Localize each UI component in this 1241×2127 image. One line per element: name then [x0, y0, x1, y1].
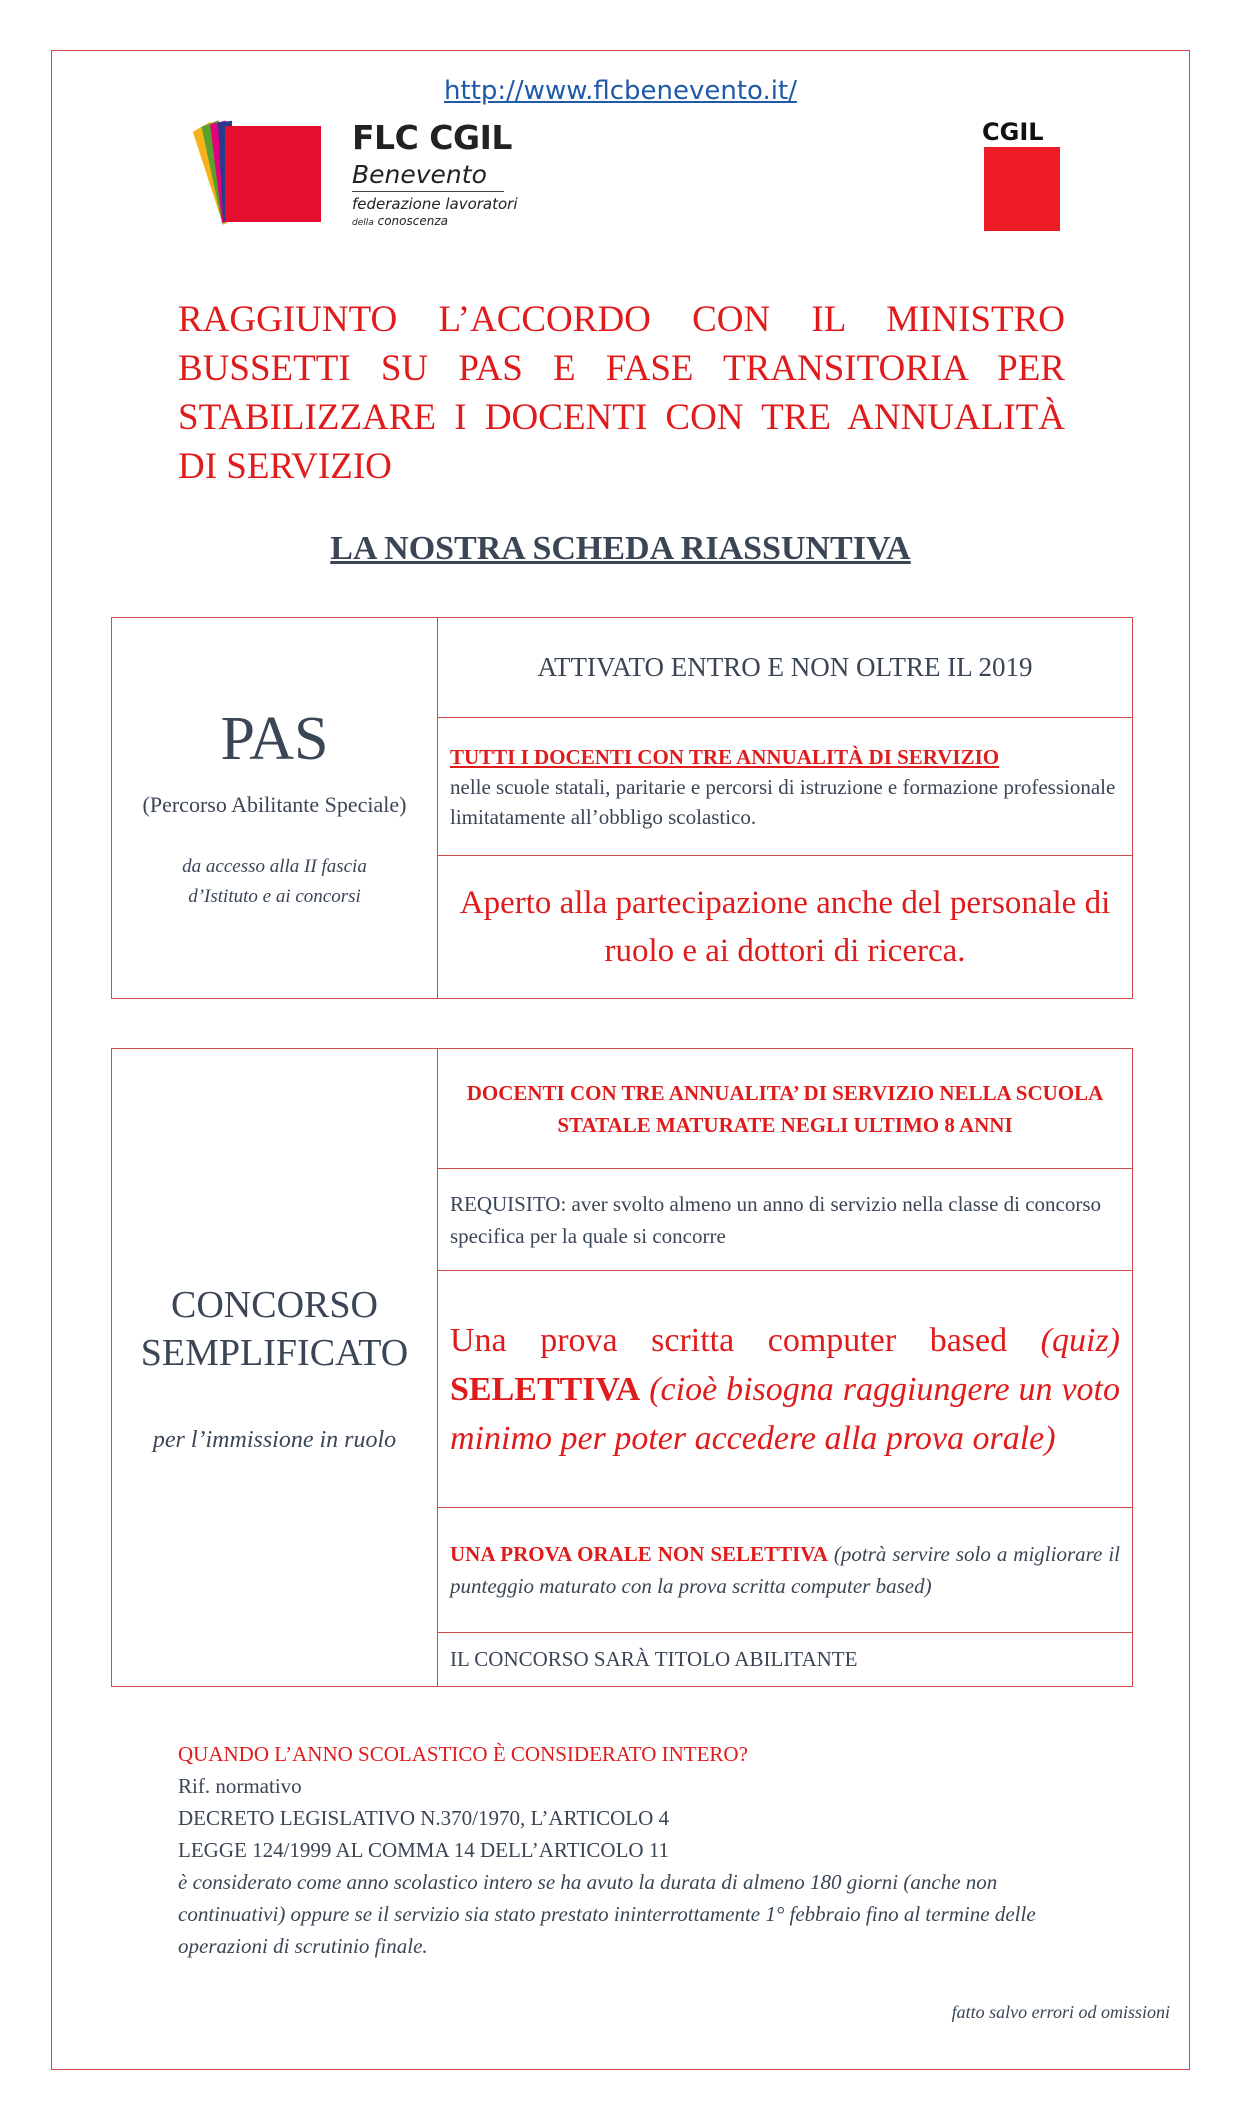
concorso-title-line-1: CONCORSO — [171, 1284, 378, 1326]
website-link[interactable]: http://www.flcbenevento.it/ — [444, 76, 797, 106]
pas-open-to-text: Aperto alla partecipazione anche del personale di ruolo e ai dottori di ricerca. — [459, 885, 1111, 969]
pas-summary-cell — [112, 618, 438, 999]
concorso-row-oral-test — [438, 1508, 1133, 1633]
disclaimer: fatto salvo errori od omissioni — [951, 2002, 1170, 2022]
pas-full-name: (Percorso Abilitante Speciale) — [142, 792, 407, 817]
pas-title: PAS — [220, 705, 329, 773]
flc-subtitle-della: della — [352, 218, 374, 228]
pas-row-open-to — [438, 856, 1133, 999]
concorso-row-written-test — [438, 1271, 1133, 1508]
concorso-title-line-2: SEMPLIFICATO — [140, 1332, 409, 1374]
footer-law-2: LEGGE 124/1999 AL COMMA 14 DELL’ARTICOLO 11 — [178, 1838, 670, 1862]
written-test-quiz: (quiz) — [1040, 1321, 1120, 1359]
concorso-table — [111, 1048, 1133, 1687]
pas-eligibility-text: nelle scuole statali, paritarie e percorsi di istruzione e formazione professionale limitatamente all’obbligo scolastico. — [450, 774, 1116, 829]
concorso-row-requirement — [438, 1169, 1133, 1271]
flc-cgil-title: FLC CGIL — [352, 118, 512, 157]
concorso-row-teachers — [438, 1049, 1133, 1169]
pas-activation-text: ATTIVATO ENTRO E NON OLTRE IL 2019 — [537, 652, 1033, 682]
concorso-requirement-text: REQUISITO: aver svolto almeno un anno di servizio nella classe di concorso specifica per la quale si concorre — [450, 1191, 1102, 1248]
headline: RAGGIUNTO L’ACCORDO CON IL MINISTRO BUSSETTI SU PAS E FASE TRANSITORIA PER STABILIZZARE I DOCENTI CON TRE ANNUALITÀ DI SERVIZIO — [178, 299, 1065, 487]
footer-law-1: DECRETO LEGISLATIVO N.370/1970, L’ARTICOLO 4 — [178, 1806, 670, 1830]
flc-subtitle-conoscenza: conoscenza — [377, 214, 448, 228]
footer-question: QUANDO L’ANNO SCOLASTICO È CONSIDERATO INTERO? — [178, 1742, 748, 1766]
concorso-note: per l’immissione in ruolo — [152, 1427, 397, 1453]
footer-notes — [178, 1738, 1078, 1962]
concorso-teachers-text: DOCENTI CON TRE ANNUALITA’ DI SERVIZIO NELLA SCUOLA STATALE MATURATE NEGLI ULTIMO 8 ANNI — [466, 1080, 1104, 1137]
pas-note-line-2: d’Istituto e ai concorsi — [188, 886, 361, 907]
pas-row-activation — [438, 618, 1133, 718]
cgil-logo-icon — [984, 147, 1060, 231]
oral-test-heading: UNA PROVA ORALE NON SELETTIVA — [450, 1542, 828, 1566]
section-title: LA NOSTRA SCHEDA RIASSUNTIVA — [330, 530, 911, 567]
flc-subtitle-2 — [352, 214, 448, 228]
concorso-qualifying-text: IL CONCORSO SARÀ TITOLO ABILITANTE — [450, 1647, 858, 1671]
pas-row-eligibility — [438, 718, 1133, 856]
pas-note-line-1: da accesso alla II fascia — [182, 856, 367, 877]
flc-subtitle: federazione lavoratori — [352, 195, 518, 213]
written-test-explanation: (cioè bisogna raggiungere un voto minimo per poter accedere alla prova orale) — [450, 1370, 1120, 1457]
written-test-text: Una prova scritta computer based — [450, 1321, 1041, 1359]
written-test-selective: SELETTIVA — [450, 1370, 641, 1408]
pas-table — [111, 617, 1133, 999]
pas-note — [112, 852, 437, 912]
oral-test-explanation: (potrà servire solo a migliorare il punteggio maturato con la prova scritta computer based) — [450, 1542, 1120, 1598]
logo-divider — [352, 191, 504, 192]
flc-city: Benevento — [352, 160, 487, 189]
footer-rif: Rif. normativo — [178, 1774, 302, 1798]
pas-eligibility-heading: TUTTI I DOCENTI CON TRE ANNUALITÀ DI SERVIZIO — [450, 744, 1000, 769]
concorso-title — [112, 1281, 437, 1377]
footer-explanation: è considerato come anno scolastico intero se ha avuto la durata di almeno 180 giorni (anche non continuativi) oppure se il servizio sia stato prestato ininterrottamente 1° febbraio fino al termine delle operazioni di scrutinio finale. — [178, 1870, 1036, 1958]
concorso-row-qualifying — [438, 1633, 1133, 1687]
concorso-summary-cell — [112, 1049, 438, 1687]
cgil-logo-text: CGIL — [982, 118, 1044, 146]
